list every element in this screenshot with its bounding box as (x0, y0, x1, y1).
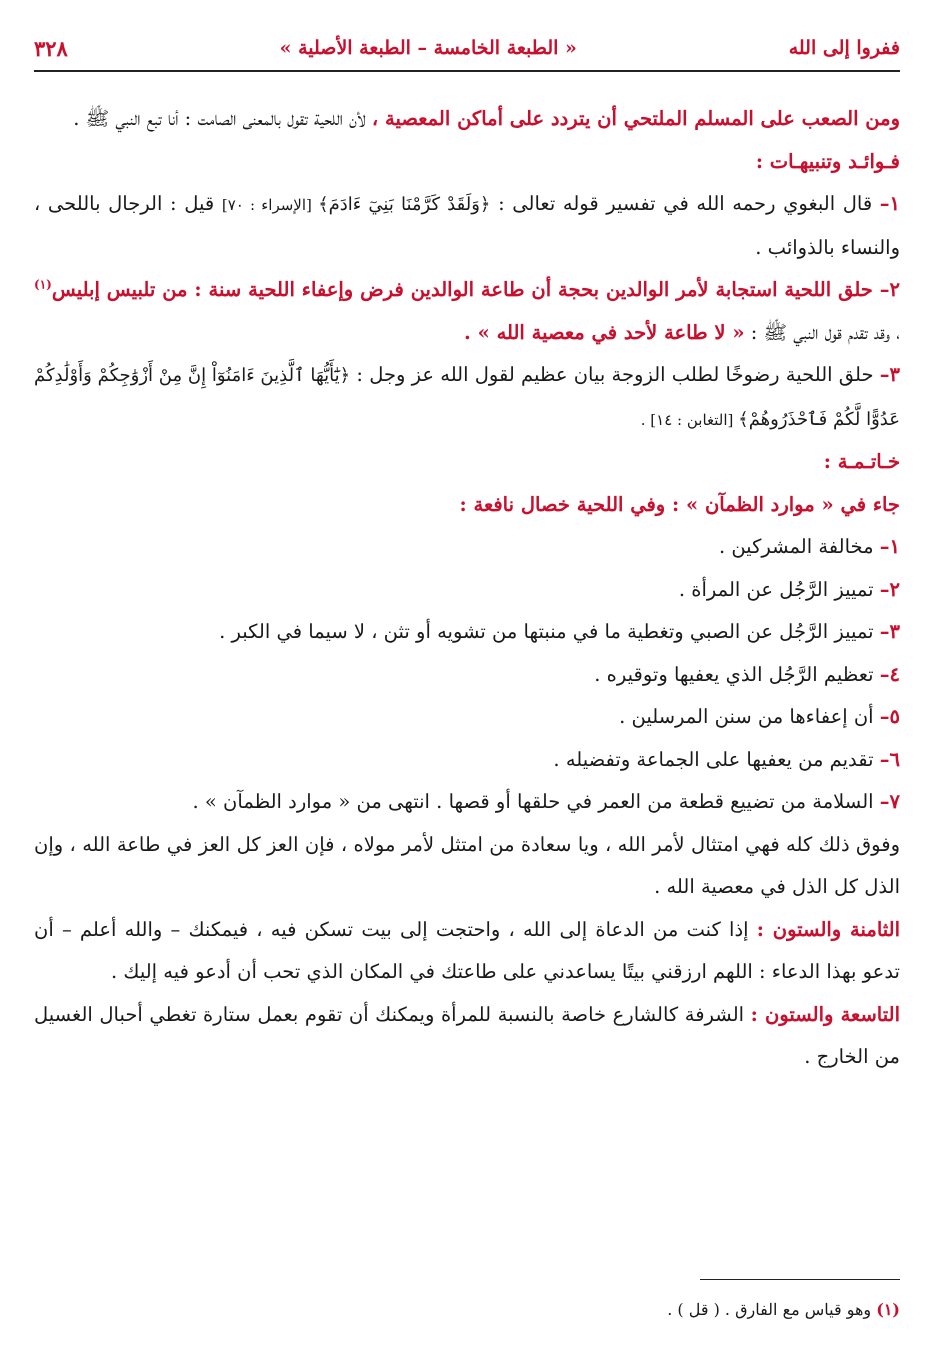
item-text: تمييز الرَّجُل عن المرأة . (678, 577, 880, 601)
benefit-item-3 (34, 354, 900, 441)
item-number: ٥– (879, 705, 900, 728)
verse-reference: [التغابن : ١٤] . (640, 410, 739, 429)
item-number: ١– (879, 192, 901, 215)
list-item (34, 569, 900, 612)
item-continuation: قيل : الرجال باللحى ، والنساء بالذوائب . (34, 192, 900, 259)
item-number: ٢– (879, 577, 900, 601)
hadith-quote: « لا طاعة لأحد في معصية الله » . (464, 320, 745, 344)
book-title: ففروا إلى الله (788, 37, 900, 59)
item-text: السلامة من تضييع قطعة من العمر في حلقها أو قصها . انتهى من « موارد الظمآن » . (192, 790, 880, 813)
benefit-item-1 (34, 183, 900, 269)
conclusion-heading: خـاتـمـة : (823, 450, 900, 473)
footnote-divider (700, 1279, 900, 1280)
item-text: أن إعفاءها من سنن المرسلين . (619, 705, 880, 728)
item-number: ٣– (879, 363, 900, 386)
source-heading: جاء في « موارد الظمآن » : وفي اللحية خصال نافعة : (459, 492, 900, 516)
point-68 (34, 909, 900, 994)
edition-title: « الطبعة الخامسة – الطبعة الأصلية » (279, 37, 577, 59)
point-69 (34, 994, 900, 1079)
item-text: حلق اللحية رضوخًا لطلب الزوجة بيان عظيم لقول الله عز وجل : (350, 363, 880, 386)
page-header (34, 30, 900, 72)
footnote-mark: (١) (876, 1300, 900, 1319)
footnote-text: وهو قياس مع الفارق . ( قل ) . (667, 1300, 877, 1319)
item-number: ٦– (879, 747, 900, 771)
item-number: ١– (879, 535, 900, 558)
list-item (34, 654, 900, 697)
item-number: ٤– (879, 662, 900, 686)
intro-red: ومن الصعب على المسلم الملتحي أن يتردد على أماكن المعصية ، (371, 107, 900, 130)
item-text: ، وقد تقدم قول النبي ﷺ : (744, 320, 900, 344)
list-item (34, 781, 900, 824)
intro-paragraph (34, 98, 900, 141)
item-text: تمييز الرَّجُل عن الصبي وتغطية ما في منبتها من تشويه أو تثن ، لا سيما في الكبر . (219, 620, 880, 643)
item-text: تعظيم الرَّجُل الذي يعفيها وتوقيره . (594, 662, 880, 686)
benefits-heading: فـوائـد وتنبيهـات : (755, 149, 900, 173)
list-item (34, 696, 900, 739)
item-red-text: ٢– حلق اللحية استجابة لأمر الوالدين بحجة أن طاعة الوالدين فرض وإعفاء اللحية سنة : من تلبيس إبليس (51, 278, 900, 301)
item-number: ٧– (879, 790, 900, 813)
page-number: ٣٢٨ (34, 35, 68, 61)
point-text: إذا كنت من الدعاة إلى الله ، واحتجت إلى بيت تسكن فيه ، فيمكنك – والله أعلم – أن تدعو بهذا الدعاء : اللهم ارزقني بيتًا يساعدني على طاعتك في المكان الذي تحب أن أدعو فيه إليك . (34, 917, 900, 983)
quran-verse: ﴿وَلَقَدْ كَرَّمْنَا بَنِيٓ ءَادَمَ﴾ (318, 194, 491, 215)
list-item (34, 739, 900, 782)
closing-paragraph: وفوق ذلك كله فهي امتثال لأمر الله ، ويا سعادة من امتثل لأمر مولاه ، فإن العز كل العز في طاعة الله ، وإن الذل كل الذل في معصية الله . (34, 832, 900, 898)
list-item (34, 526, 900, 569)
point-label: الثامنة والستون : (756, 917, 900, 941)
footnote (667, 1300, 900, 1319)
item-text: قال البغوي رحمه الله في تفسير قوله تعالى : (490, 192, 880, 215)
item-number: ٣– (879, 620, 900, 643)
intro-text: لأن اللحية تقول بالمعنى الصامت : أنا تبع النبي ﷺ . (73, 107, 372, 130)
point-label: التاسعة والستون : (750, 1002, 900, 1026)
verse-reference: [الإسراء : ٧٠] (221, 196, 319, 214)
page-body (34, 98, 900, 1079)
item-text: مخالفة المشركين . (718, 535, 880, 558)
footnote-ref: (١) (34, 277, 52, 292)
point-text: الشرفة كالشارع خاصة بالنسبة للمرأة ويمكنك أن تقوم بعمل ستارة تغطي أحبال الغسيل من الخارج . (34, 1002, 900, 1068)
benefit-item-2 (34, 269, 900, 354)
item-text: تقديم من يعفيها على الجماعة وتفضيله . (553, 747, 880, 771)
list-item (34, 611, 900, 654)
quran-verse: ﴿يَٰٓأَيُّهَا ٱلَّذِينَ ءَامَنُوٓاْ إِنَّ مِنْ أَزْوَٰجِكُمْ وَأَوْلَٰدِكُمْ عَدُوًّا لَّكُمْ فَٱحْذَرُوهُمْ﴾ (34, 365, 900, 430)
